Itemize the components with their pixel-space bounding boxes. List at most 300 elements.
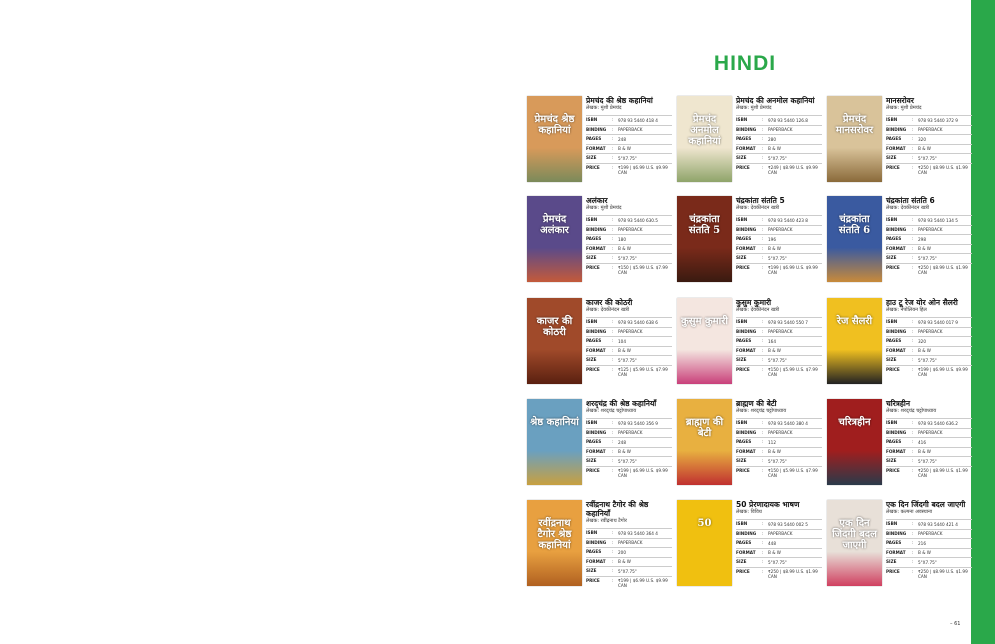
- book-title: एक दिन जिंदगी बदल जाएगी: [886, 500, 966, 509]
- spec-value: PAPERBACK: [918, 127, 943, 133]
- spec-row-binding: [886, 529, 972, 539]
- spec-value: ₹199 | $6.99 U.S. $9.99 CAN: [918, 367, 968, 378]
- spec-value: ₹250 | $8.99 U.S. $1.99 CAN: [918, 468, 968, 479]
- spec-value: 280: [768, 136, 776, 142]
- spec-row-pages: [736, 234, 822, 244]
- book-card: [527, 196, 672, 286]
- spec-label: SIZE: [586, 255, 597, 261]
- spec-separator: :: [612, 458, 614, 464]
- spec-label: PRICE: [586, 164, 600, 170]
- book-title: मानसरोवर: [886, 96, 914, 105]
- spec-label: SIZE: [586, 155, 597, 161]
- book-title: काजर की कोठरी: [586, 298, 633, 307]
- spec-value: 248: [618, 439, 626, 445]
- book-author: लेखक: विविध: [736, 509, 762, 515]
- spec-row-price: [736, 263, 822, 276]
- spec-separator: :: [912, 366, 914, 372]
- spec-label: PRICE: [736, 366, 750, 372]
- spec-label: PAGES: [586, 439, 602, 445]
- spec-label: BINDING: [586, 226, 607, 232]
- spec-row-isbn: [886, 215, 972, 225]
- spec-label: SIZE: [736, 458, 747, 464]
- spec-value: 978 93 5440 364 4: [618, 530, 658, 536]
- spec-separator: :: [912, 264, 914, 270]
- spec-row-isbn: [886, 519, 972, 529]
- spec-label: FORMAT: [886, 347, 906, 353]
- spec-label: BINDING: [736, 328, 757, 334]
- spec-separator: :: [912, 420, 914, 425]
- spec-row-binding: [586, 327, 672, 337]
- spec-label: FORMAT: [586, 558, 606, 564]
- spec-separator: :: [612, 366, 614, 372]
- spec-value: B & W: [918, 246, 931, 252]
- spec-value: ₹199 | $6.99 U.S. $9.99 CAN: [768, 265, 818, 276]
- spec-value: B & W: [768, 348, 781, 354]
- spec-value: 5"X7.75": [618, 568, 637, 574]
- spec-value: PAPERBACK: [918, 531, 943, 537]
- spec-value: 5"X7.75": [618, 357, 637, 363]
- cover-title: चरित्रहीन: [838, 417, 871, 428]
- book-card: [827, 96, 972, 186]
- spec-label: FORMAT: [586, 448, 606, 454]
- cover-title: एक दिन जिंदगी बदल जाएगी: [832, 518, 877, 551]
- spec-value: PAPERBACK: [768, 329, 793, 335]
- spec-value: 248: [618, 136, 626, 142]
- book-card: [827, 399, 972, 489]
- spec-label: SIZE: [736, 357, 747, 363]
- spec-separator: :: [912, 357, 914, 363]
- spec-label: ISBN: [736, 521, 748, 526]
- book-author: लेखक: मुंशी प्रेमचंद: [586, 205, 622, 211]
- spec-value: 978 93 5440 421 4: [918, 521, 958, 527]
- spec-separator: :: [762, 117, 764, 122]
- spec-separator: :: [912, 347, 914, 353]
- spec-separator: :: [762, 145, 764, 151]
- spec-label: PAGES: [886, 338, 902, 344]
- cover-title: काजर की कोठरी: [536, 316, 573, 338]
- book-card: [827, 196, 972, 286]
- spec-label: PAGES: [586, 338, 602, 344]
- spec-separator: :: [762, 439, 764, 445]
- spec-row-isbn: [736, 115, 822, 125]
- spec-label: SIZE: [586, 357, 597, 363]
- spec-label: PAGES: [586, 549, 602, 555]
- cover-title: चंद्रकांता संतति 5: [688, 214, 721, 236]
- spec-value: ₹199 | $6.99 U.S. $9.99 CAN: [618, 165, 668, 176]
- spec-label: SIZE: [886, 255, 897, 261]
- book-cover-image: [527, 298, 582, 384]
- spec-value: PAPERBACK: [618, 127, 643, 133]
- book-author: लेखक: कल्पना अवस्थाना: [886, 509, 933, 515]
- book-details: [586, 96, 672, 175]
- spec-separator: :: [912, 164, 914, 170]
- cover-title: प्रेमचंद मानसरोवर: [835, 114, 874, 136]
- spec-value: 5"X7.75": [618, 255, 637, 261]
- spec-separator: :: [612, 549, 614, 555]
- spec-row-binding: [886, 327, 972, 337]
- spec-row-binding: [586, 125, 672, 135]
- spec-row-price: [736, 567, 822, 580]
- spec-row-format: [586, 346, 672, 356]
- spec-value: ₹250 | $8.99 U.S. $1.99 CAN: [918, 569, 968, 580]
- spec-row-isbn: [886, 317, 972, 327]
- spec-value: PAPERBACK: [618, 227, 643, 233]
- book-cover-image: [527, 399, 582, 485]
- book-author: लेखक: मुंशी प्रेमचंद: [736, 105, 772, 111]
- spec-label: FORMAT: [736, 448, 756, 454]
- spec-value: B & W: [918, 449, 931, 455]
- spec-row-format: [886, 244, 972, 254]
- book-cover-image: [527, 500, 582, 586]
- spec-row-binding: [736, 428, 822, 438]
- spec-label: PRICE: [736, 467, 750, 473]
- spec-row-binding: [586, 428, 672, 438]
- spec-label: FORMAT: [736, 549, 756, 555]
- spec-row-binding: [886, 428, 972, 438]
- spec-row-format: [886, 447, 972, 457]
- spec-label: PRICE: [886, 366, 900, 372]
- spec-separator: :: [912, 319, 914, 324]
- book-card: [677, 196, 822, 286]
- spec-label: PRICE: [586, 467, 600, 473]
- spec-row-size: [736, 253, 822, 263]
- book-card: [527, 500, 672, 590]
- spec-separator: :: [912, 559, 914, 565]
- spec-row-size: [736, 153, 822, 163]
- spec-separator: :: [612, 338, 614, 344]
- spec-value: B & W: [618, 246, 631, 252]
- spec-separator: :: [912, 117, 914, 122]
- spec-separator: :: [762, 530, 764, 536]
- book-author: लेखक: देवकीनंदन खत्री: [736, 307, 780, 313]
- spec-row-price: [886, 163, 972, 176]
- spec-value: PAPERBACK: [918, 430, 943, 436]
- spec-label: ISBN: [586, 117, 598, 122]
- spec-separator: :: [762, 264, 764, 270]
- spec-label: PRICE: [586, 577, 600, 583]
- spec-row-format: [586, 244, 672, 254]
- spec-row-size: [586, 456, 672, 466]
- spec-row-pages: [886, 134, 972, 144]
- spec-row-isbn: [586, 215, 672, 225]
- book-card: [527, 96, 672, 186]
- spec-row-size: [886, 153, 972, 163]
- spec-separator: :: [762, 467, 764, 473]
- spec-label: SIZE: [886, 155, 897, 161]
- spec-label: PAGES: [886, 540, 902, 546]
- spec-separator: :: [912, 217, 914, 222]
- book-details: [586, 298, 672, 377]
- spec-separator: :: [762, 559, 764, 565]
- spec-value: ₹250 | $8.99 U.S. $1.99 CAN: [768, 569, 818, 580]
- spec-label: PAGES: [886, 236, 902, 242]
- spec-row-size: [736, 456, 822, 466]
- spec-separator: :: [612, 558, 614, 564]
- spec-separator: :: [612, 467, 614, 473]
- book-cover-image: [527, 96, 582, 182]
- spec-value: B & W: [918, 550, 931, 556]
- spec-row-size: [886, 253, 972, 263]
- spec-separator: :: [912, 236, 914, 242]
- spec-label: PAGES: [736, 236, 752, 242]
- spec-value: 978 93 5440 372 9: [918, 117, 958, 123]
- spec-label: BINDING: [586, 126, 607, 132]
- spec-label: PRICE: [886, 164, 900, 170]
- spec-value: 5"X7.75": [918, 255, 937, 261]
- spec-row-size: [586, 253, 672, 263]
- spec-value: PAPERBACK: [618, 329, 643, 335]
- spec-row-isbn: [586, 317, 672, 327]
- spec-value: 112: [768, 439, 776, 445]
- spec-value: 978 93 5440 002 5: [768, 521, 808, 527]
- spec-value: 5"X7.75": [768, 255, 787, 261]
- spec-value: B & W: [918, 348, 931, 354]
- spec-separator: :: [762, 540, 764, 546]
- spec-label: FORMAT: [886, 145, 906, 151]
- book-author: लेखक: शरद्चंद्र चट्टोपाध्याय: [886, 408, 937, 414]
- spec-label: PAGES: [736, 338, 752, 344]
- spec-label: PRICE: [886, 568, 900, 574]
- spec-value: ₹199 | $6.99 U.S. $9.99 CAN: [618, 468, 668, 479]
- spec-row-binding: [736, 125, 822, 135]
- spec-row-size: [586, 355, 672, 365]
- spec-separator: :: [912, 540, 914, 546]
- book-author: लेखक: शरद्चंद्र चट्टोपाध्याय: [586, 408, 637, 414]
- spec-value: 416: [918, 439, 926, 445]
- spec-value: 5"X7.75": [918, 559, 937, 565]
- spec-separator: :: [762, 521, 764, 526]
- spec-separator: :: [762, 245, 764, 251]
- book-cover-image: [827, 298, 882, 384]
- spec-value: 978 93 5440 418 4: [618, 117, 658, 123]
- spec-value: 5"X7.75": [618, 458, 637, 464]
- spec-separator: :: [762, 448, 764, 454]
- spec-value: B & W: [768, 246, 781, 252]
- spec-separator: :: [612, 539, 614, 545]
- spec-row-isbn: [886, 115, 972, 125]
- spec-separator: :: [912, 226, 914, 232]
- spec-row-pages: [736, 538, 822, 548]
- book-author: लेखक: देवकीनंदन खत्री: [736, 205, 780, 211]
- spec-label: PRICE: [586, 366, 600, 372]
- spec-separator: :: [762, 328, 764, 334]
- spec-separator: :: [912, 328, 914, 334]
- spec-value: 320: [918, 338, 926, 344]
- spec-separator: :: [912, 145, 914, 151]
- spec-value: 216: [918, 540, 926, 546]
- spec-row-size: [736, 557, 822, 567]
- spec-label: ISBN: [886, 117, 898, 122]
- spec-value: 164: [768, 338, 776, 344]
- spec-value: 180: [618, 236, 626, 242]
- spec-separator: :: [762, 226, 764, 232]
- spec-separator: :: [612, 245, 614, 251]
- cover-title: प्रेमचंद अलंकार: [540, 214, 569, 236]
- book-details: [736, 399, 822, 478]
- book-title: रवींद्रनाथ टैगोर की श्रेष्ठ कहानियाँ: [586, 500, 649, 518]
- spec-separator: :: [612, 126, 614, 132]
- spec-value: PAPERBACK: [918, 227, 943, 233]
- spec-value: ₹150 | $5.99 U.S. $7.99 CAN: [768, 367, 818, 378]
- spec-separator: :: [762, 338, 764, 344]
- spec-separator: :: [912, 467, 914, 473]
- spec-label: SIZE: [586, 458, 597, 464]
- spec-label: SIZE: [736, 155, 747, 161]
- book-author: लेखक: देवकीनंदन खत्री: [886, 205, 930, 211]
- book-card: [527, 298, 672, 388]
- book-title: प्रेमचंद की अनमोल कहानियां: [736, 96, 815, 105]
- spec-row-price: [886, 263, 972, 276]
- spec-value: 978 93 5440 423 8: [768, 217, 808, 223]
- cover-title: श्रेष्ठ कहानियां: [530, 417, 579, 428]
- spec-row-binding: [586, 225, 672, 235]
- spec-separator: :: [612, 226, 614, 232]
- book-card: [677, 500, 822, 590]
- spec-label: BINDING: [886, 226, 907, 232]
- spec-value: 200: [618, 549, 626, 555]
- spec-value: PAPERBACK: [768, 227, 793, 233]
- spec-separator: :: [612, 255, 614, 261]
- spec-separator: :: [912, 155, 914, 161]
- book-author: लेखक: मुंशी प्रेमचंद: [586, 105, 622, 111]
- spec-value: 5"X7.75": [768, 458, 787, 464]
- spec-row-size: [886, 456, 972, 466]
- spec-label: BINDING: [886, 328, 907, 334]
- spec-row-price: [586, 163, 672, 176]
- spec-row-format: [586, 144, 672, 154]
- book-cover-image: [677, 196, 732, 282]
- spec-row-binding: [736, 529, 822, 539]
- spec-value: PAPERBACK: [618, 540, 643, 546]
- spec-separator: :: [612, 530, 614, 535]
- spec-label: PAGES: [736, 439, 752, 445]
- spec-label: FORMAT: [736, 245, 756, 251]
- book-author: लेखक: नेपोलियन हिल: [886, 307, 927, 313]
- book-cover-image: [677, 399, 732, 485]
- book-details: [886, 500, 972, 579]
- spec-label: ISBN: [736, 117, 748, 122]
- spec-value: B & W: [618, 449, 631, 455]
- book-title: 50 प्रेरणादायक भाषण: [736, 500, 800, 509]
- spec-value: B & W: [918, 146, 931, 152]
- spec-separator: :: [912, 448, 914, 454]
- spec-separator: :: [912, 568, 914, 574]
- spec-separator: :: [612, 217, 614, 222]
- spec-label: ISBN: [886, 319, 898, 324]
- spec-value: B & W: [618, 348, 631, 354]
- spec-value: ₹150 | $5.99 U.S. $7.99 CAN: [618, 265, 668, 276]
- spec-row-price: [736, 163, 822, 176]
- book-cover-image: [827, 399, 882, 485]
- spec-row-binding: [736, 327, 822, 337]
- spec-row-size: [886, 355, 972, 365]
- book-card: [827, 500, 972, 590]
- book-title: चंद्रकांता संतति 5: [736, 196, 785, 205]
- spec-label: ISBN: [736, 319, 748, 324]
- spec-label: BINDING: [736, 429, 757, 435]
- spec-label: BINDING: [586, 539, 607, 545]
- spec-row-price: [886, 567, 972, 580]
- spec-row-price: [886, 466, 972, 479]
- spec-value: PAPERBACK: [768, 127, 793, 133]
- book-details: [736, 96, 822, 175]
- spec-label: BINDING: [736, 226, 757, 232]
- section-color-bar: [971, 0, 995, 644]
- spec-label: ISBN: [586, 217, 598, 222]
- spec-row-pages: [736, 336, 822, 346]
- book-title: चंद्रकांता संतति 6: [886, 196, 935, 205]
- spec-separator: :: [612, 236, 614, 242]
- spec-separator: :: [612, 439, 614, 445]
- spec-value: ₹249 | $8.99 U.S. $9.99 CAN: [768, 165, 818, 176]
- spec-separator: :: [612, 347, 614, 353]
- spec-row-format: [736, 144, 822, 154]
- spec-value: PAPERBACK: [918, 329, 943, 335]
- spec-separator: :: [762, 357, 764, 363]
- spec-value: 978 93 5440 638 6: [618, 319, 658, 325]
- spec-separator: :: [912, 530, 914, 536]
- spec-row-price: [736, 466, 822, 479]
- spec-row-pages: [586, 336, 672, 346]
- book-details: [886, 196, 972, 275]
- spec-row-isbn: [586, 115, 672, 125]
- spec-row-pages: [886, 437, 972, 447]
- spec-label: ISBN: [586, 420, 598, 425]
- cover-title: प्रेमचंद अनमोल कहानियां: [688, 114, 721, 147]
- book-details: [586, 399, 672, 478]
- book-card: [677, 399, 822, 489]
- spec-row-pages: [586, 547, 672, 557]
- spec-value: 104: [618, 338, 626, 344]
- book-author: लेखक: देवकीनंदन खत्री: [586, 307, 630, 313]
- spec-value: ₹250 | $8.99 U.S. $1.99 CAN: [918, 165, 968, 176]
- book-details: [886, 298, 972, 377]
- spec-label: PRICE: [586, 264, 600, 270]
- cover-title: ब्राह्मण की बेटी: [685, 417, 724, 439]
- spec-row-isbn: [736, 418, 822, 428]
- cover-title: प्रेमचंद श्रेष्ठ कहानियां: [534, 114, 575, 136]
- spec-label: ISBN: [586, 319, 598, 324]
- spec-value: 5"X7.75": [618, 155, 637, 161]
- spec-label: BINDING: [886, 530, 907, 536]
- spec-label: BINDING: [736, 530, 757, 536]
- book-cover-image: [827, 96, 882, 182]
- spec-separator: :: [912, 136, 914, 142]
- spec-value: 5"X7.75": [768, 559, 787, 565]
- spec-label: FORMAT: [736, 145, 756, 151]
- book-title: कुसुम कुमारी: [736, 298, 772, 307]
- spec-row-price: [586, 263, 672, 276]
- book-details: [586, 196, 672, 275]
- page-number: – 61: [950, 621, 961, 627]
- spec-separator: :: [612, 319, 614, 324]
- spec-label: FORMAT: [886, 549, 906, 555]
- spec-value: 978 93 5440 636.2: [918, 420, 958, 426]
- book-details: [886, 96, 972, 175]
- spec-separator: :: [762, 164, 764, 170]
- spec-row-pages: [886, 336, 972, 346]
- spec-separator: :: [612, 264, 614, 270]
- spec-separator: :: [612, 429, 614, 435]
- spec-label: ISBN: [586, 530, 598, 535]
- spec-row-size: [736, 355, 822, 365]
- spec-row-size: [586, 566, 672, 576]
- cover-title: कुसुम कुमारी: [681, 316, 728, 327]
- spec-row-isbn: [586, 418, 672, 428]
- spec-row-isbn: [736, 215, 822, 225]
- spec-value: ₹250 | $8.99 U.S. $1.99 CAN: [918, 265, 968, 276]
- spec-row-pages: [586, 437, 672, 447]
